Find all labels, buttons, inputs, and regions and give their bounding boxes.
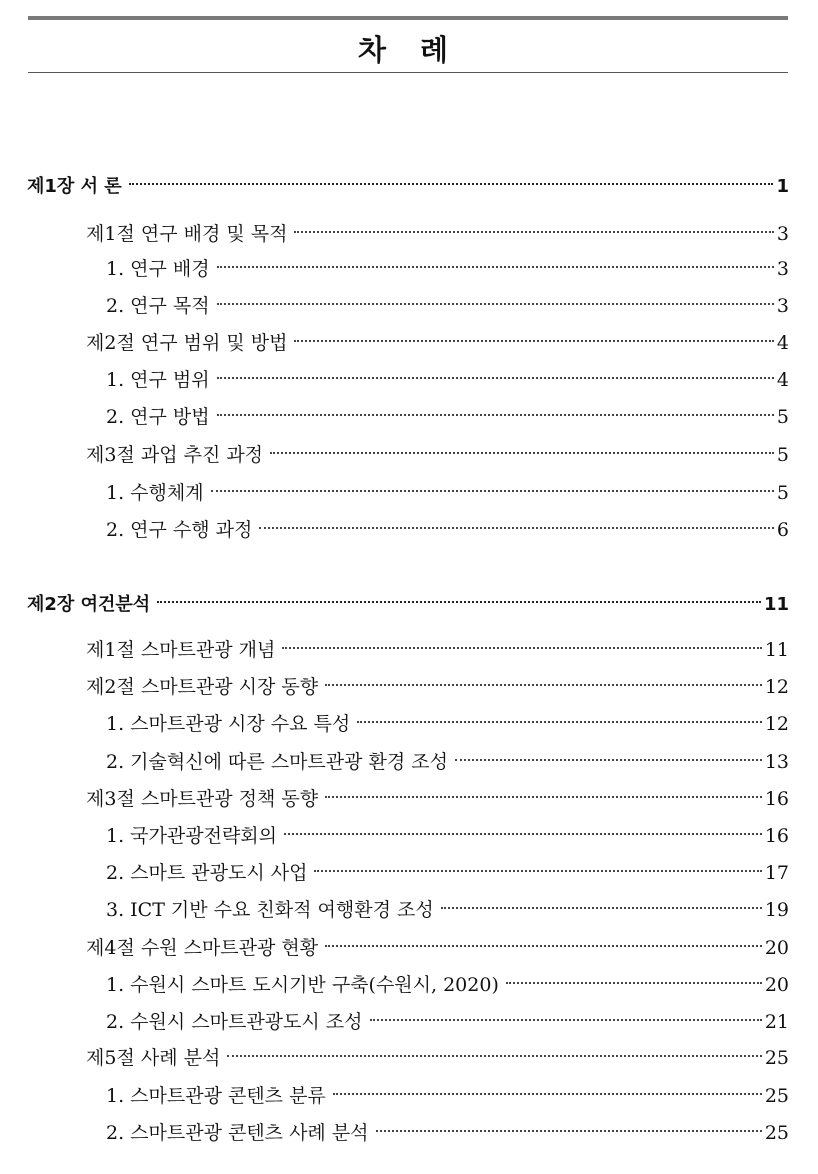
toc-page-number: 11 — [764, 639, 789, 661]
dot-leader — [455, 759, 762, 761]
toc-page-number: 5 — [776, 444, 789, 466]
toc-label: 2. 연구 목적 — [106, 295, 210, 317]
dot-leader — [294, 340, 773, 342]
toc-label: 제2절 스마트관광 시장 동향 — [86, 676, 319, 698]
toc-item[interactable] — [106, 254, 789, 284]
toc-page-number: 25 — [764, 1122, 789, 1144]
toc-page-number: 3 — [776, 223, 789, 245]
toc-page-number: 1 — [776, 176, 789, 197]
dot-leader — [217, 414, 774, 416]
dot-leader — [259, 527, 774, 529]
dot-leader — [157, 601, 761, 603]
toc-item[interactable] — [106, 1118, 789, 1148]
toc-item[interactable] — [106, 1081, 789, 1111]
toc-section-2-3[interactable] — [86, 784, 789, 814]
toc-item[interactable] — [106, 895, 789, 925]
dot-leader — [506, 982, 762, 984]
toc-page-number: 16 — [764, 825, 789, 847]
dot-leader — [376, 1130, 762, 1132]
toc-section-1-3[interactable] — [86, 440, 789, 470]
toc-chapter-2[interactable] — [27, 590, 789, 620]
toc-label: 제1절 스마트관광 개념 — [86, 639, 276, 661]
dot-leader — [325, 945, 762, 947]
toc-section-1-1[interactable] — [86, 219, 789, 249]
toc-label: 제1장 서 론 — [27, 176, 122, 197]
toc-page-number: 4 — [776, 369, 789, 391]
toc-label: 1. 연구 배경 — [106, 258, 210, 280]
dot-leader — [284, 833, 762, 835]
toc-page-number: 6 — [776, 519, 789, 541]
toc-label: 1. 수행체계 — [106, 482, 204, 504]
toc-label: 1. 스마트관광 시장 수요 특성 — [106, 713, 351, 735]
dot-leader — [357, 721, 762, 723]
toc-page-number: 25 — [764, 1047, 789, 1069]
toc-label: 1. 수원시 스마트 도시기반 구축(수원시, 2020) — [106, 974, 499, 996]
toc-label: 제5절 사례 분석 — [86, 1047, 221, 1069]
toc-label: 3. ICT 기반 수요 친화적 여행환경 조성 — [106, 899, 434, 921]
dot-leader — [314, 870, 761, 872]
toc-label: 2. 기술혁신에 따른 스마트관광 환경 조성 — [106, 751, 448, 773]
toc-item[interactable] — [106, 970, 789, 1000]
dot-leader — [370, 1019, 762, 1021]
top-rule — [28, 16, 788, 20]
toc-section-2-1[interactable] — [86, 635, 789, 665]
toc-page-number: 5 — [776, 482, 789, 504]
toc-page-number: 4 — [776, 332, 789, 354]
toc-label: 2. 수원시 스마트관광도시 조성 — [106, 1011, 363, 1033]
toc-page-number: 17 — [764, 862, 789, 884]
dot-leader — [217, 303, 774, 305]
toc-item[interactable] — [106, 365, 789, 395]
toc-page-number: 5 — [776, 406, 789, 428]
toc-label: 1. 연구 범위 — [106, 369, 210, 391]
toc-label: 2. 연구 수행 과정 — [106, 519, 253, 541]
toc-label: 2. 스마트 관광도시 사업 — [106, 862, 308, 884]
toc-label: 2. 스마트관광 콘텐츠 사례 분석 — [106, 1122, 369, 1144]
toc-item[interactable] — [106, 402, 789, 432]
dot-leader — [129, 183, 774, 185]
toc-page-number: 16 — [764, 788, 789, 810]
dot-leader — [333, 1093, 762, 1095]
toc-page-number: 21 — [764, 1011, 789, 1033]
toc-label: 제3절 스마트관광 정책 동향 — [86, 788, 319, 810]
toc-item[interactable] — [106, 709, 789, 739]
toc-page-number: 12 — [764, 713, 789, 735]
toc-section-2-4[interactable] — [86, 933, 789, 963]
toc-page-number: 12 — [764, 676, 789, 698]
dot-leader — [282, 647, 761, 649]
toc-page-number: 3 — [776, 295, 789, 317]
toc-item[interactable] — [106, 1007, 789, 1037]
dot-leader — [217, 266, 774, 268]
toc-page-number: 20 — [764, 974, 789, 996]
page-title: 차 례 — [357, 33, 461, 67]
toc-section-2-5[interactable] — [86, 1043, 789, 1073]
dot-leader — [325, 796, 762, 798]
toc-label: 제4절 수원 스마트관광 현황 — [86, 937, 319, 959]
toc-section-1-2[interactable] — [86, 328, 789, 358]
toc-page-number: 11 — [763, 594, 789, 615]
toc-label: 제3절 과업 추진 과정 — [86, 444, 264, 466]
title-underline — [28, 72, 788, 73]
toc-item[interactable] — [106, 291, 789, 321]
toc-label: 1. 스마트관광 콘텐츠 분류 — [106, 1085, 326, 1107]
toc-label: 제2절 연구 범위 및 방법 — [86, 332, 288, 354]
toc-page-number: 13 — [764, 751, 789, 773]
toc-page-number: 19 — [764, 899, 789, 921]
dot-leader — [325, 684, 762, 686]
toc-page-number: 25 — [764, 1085, 789, 1107]
toc-label: 제1절 연구 배경 및 목적 — [86, 223, 288, 245]
toc-item[interactable] — [106, 747, 789, 777]
toc-label: 2. 연구 방법 — [106, 406, 210, 428]
toc-page-number: 3 — [776, 258, 789, 280]
toc-label: 제2장 여건분석 — [27, 594, 151, 615]
toc-section-2-2[interactable] — [86, 672, 789, 702]
dot-leader — [294, 231, 773, 233]
dot-leader — [270, 452, 774, 454]
toc-item[interactable] — [106, 858, 789, 888]
toc-label: 1. 국가관광전략회의 — [106, 825, 277, 847]
dot-leader — [227, 1055, 762, 1057]
dot-leader — [441, 907, 762, 909]
toc-item[interactable] — [106, 821, 789, 851]
dot-leader — [217, 377, 774, 379]
toc-item[interactable] — [106, 478, 789, 508]
toc-page-number: 20 — [764, 937, 789, 959]
toc-chapter-1[interactable] — [27, 172, 789, 202]
toc-item[interactable] — [106, 515, 789, 545]
dot-leader — [211, 490, 774, 492]
